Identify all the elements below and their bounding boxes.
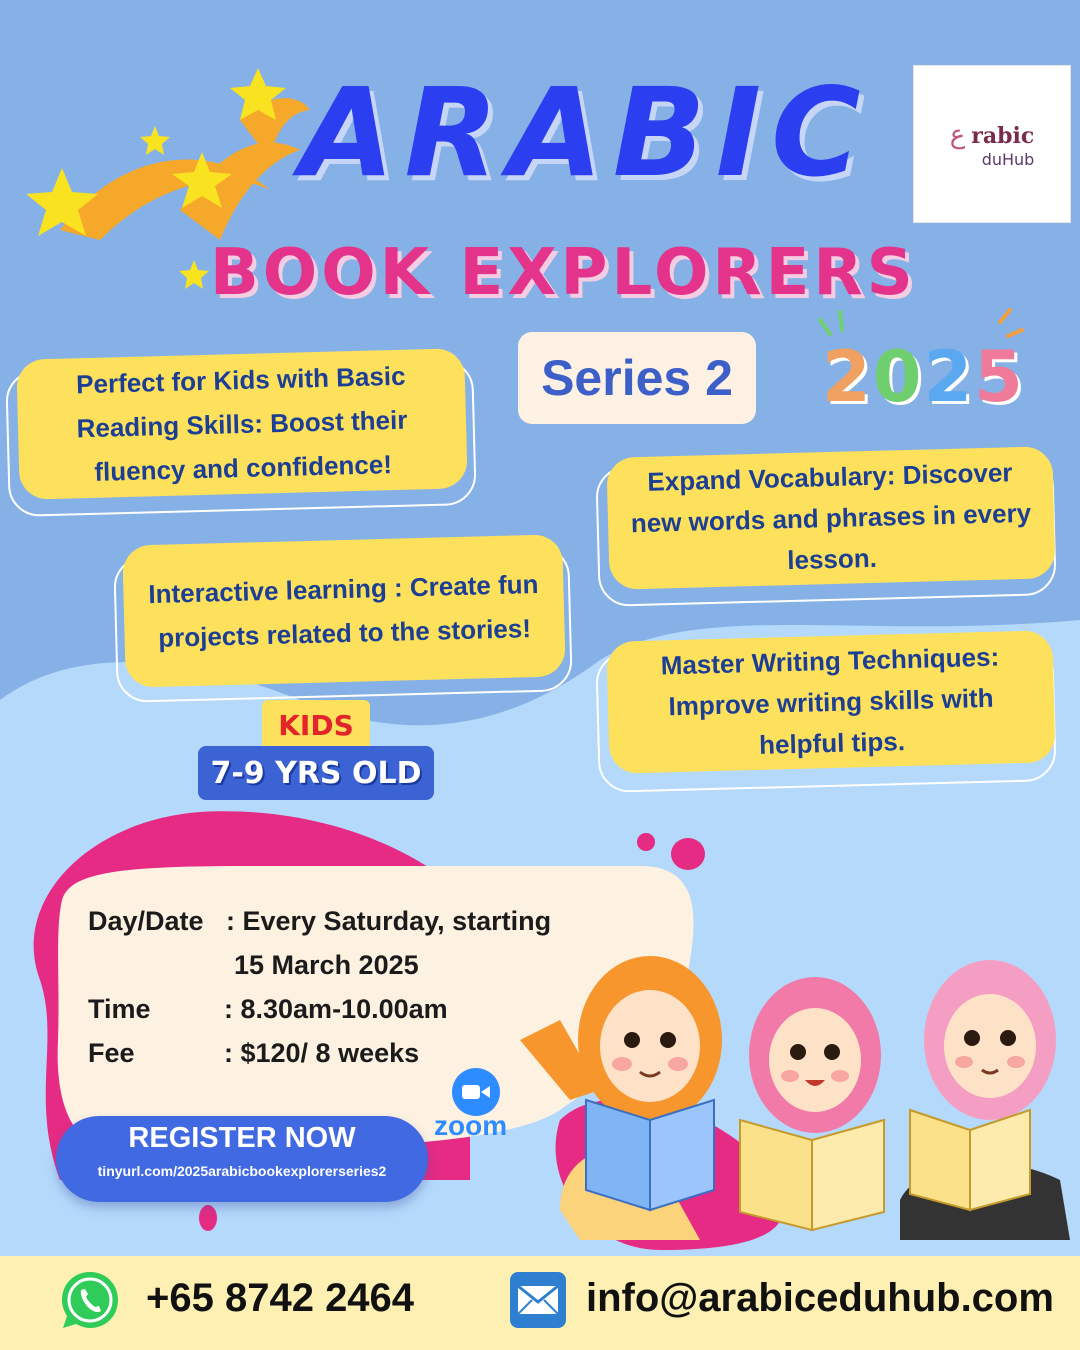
kids-reading-illustration	[520, 956, 1070, 1240]
feature-reading-skills	[16, 348, 468, 500]
zoom-label: zoom	[434, 1110, 508, 1141]
year-digit: 0	[872, 336, 924, 418]
logo-line2: duHub	[981, 149, 1035, 169]
logo-line1: rabic	[971, 122, 1035, 149]
email-address[interactable]: info@arabiceduhub.com	[586, 1276, 1054, 1320]
arabic-eduhub-logo: ع rabic duHub	[914, 66, 1070, 222]
phone-number[interactable]: +65 8742 2464	[146, 1276, 415, 1320]
feature-text: Master Writing Techniques: Improve writing skills with helpful tips.	[660, 641, 1000, 760]
year-digit: 2	[822, 336, 873, 418]
feature-text: Perfect for Kids with Basic Reading Skills: Boost their fluency and confidence!	[75, 360, 408, 487]
feature-vocabulary	[606, 446, 1055, 590]
register-link[interactable]: tinyurl.com/2025arabicbookexplorerseries2	[97, 1163, 387, 1179]
day-value-date: 15 March 2025	[234, 950, 419, 980]
fee-label: Fee	[88, 1038, 135, 1068]
year-digit: 5	[974, 336, 1025, 418]
feature-text: Interactive learning : Create fun projects related to the stories!	[148, 568, 539, 653]
feature-writing-techniques	[606, 630, 1055, 774]
feature-text: Expand Vocabulary: Discover new words and phrases in every lesson.	[630, 456, 1032, 575]
kids-badge: KIDS	[262, 700, 370, 750]
year-label	[822, 336, 1025, 418]
star-icon	[179, 260, 209, 289]
time-value: : 8.30am-10.00am	[224, 994, 448, 1024]
title-arabic: ARABIC	[300, 62, 871, 204]
star-icon	[60, 98, 310, 240]
register-button[interactable]	[56, 1116, 428, 1202]
feature-interactive-learning	[122, 534, 566, 687]
whatsapp-icon[interactable]	[58, 1268, 122, 1332]
register-label: REGISTER NOW	[128, 1122, 356, 1154]
mail-icon[interactable]	[508, 1270, 568, 1330]
time-label: Time	[88, 994, 151, 1024]
zoom-camera-icon	[452, 1068, 500, 1116]
star-icon	[140, 126, 170, 155]
series-badge: Series 2	[518, 332, 756, 424]
age-badge: 7-9 YRS OLD	[198, 746, 434, 800]
fee-value: : $120/ 8 weeks	[224, 1038, 420, 1068]
day-value: : Every Saturday, starting	[226, 906, 552, 936]
year-digit: 2	[923, 336, 975, 418]
title-book-explorers: BOOK EXPLORERS	[210, 236, 917, 310]
day-label: Day/Date	[88, 906, 204, 936]
